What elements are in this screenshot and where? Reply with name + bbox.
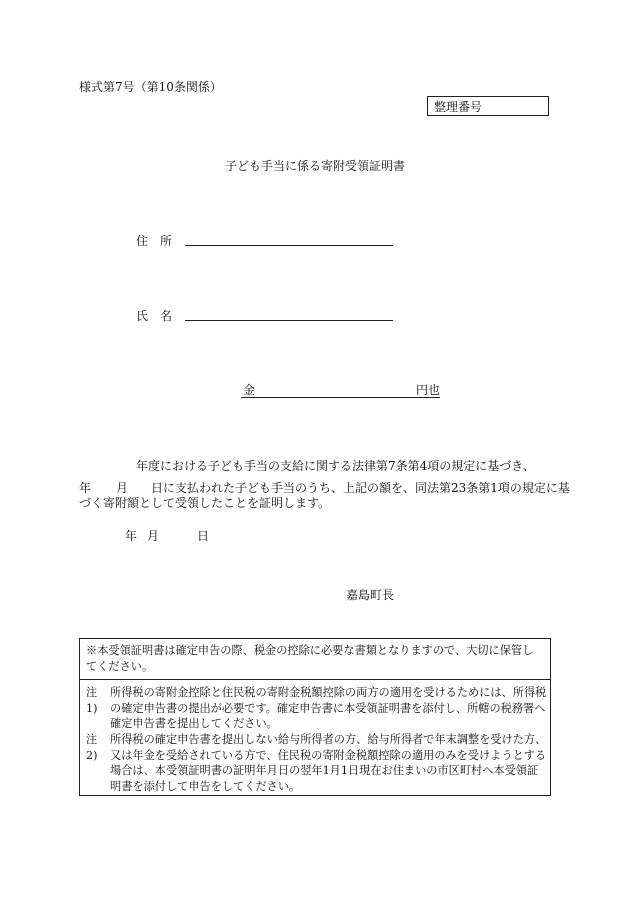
signer: 嘉島町長 [346,588,395,602]
date-year: 年 [125,529,138,543]
body-line-3: づく寄附額として受領したことを証明します。 [79,496,331,510]
body-line-1: 年度における子ども手当の支給に関する法律第7条第4項の規定に基づき、 [136,459,535,473]
body-month: 月 [116,481,129,495]
amount-suffix: 円也 [415,383,440,397]
form-number: 様式第7号（第10条関係） [79,80,222,94]
notes-divider [80,679,550,680]
body-line-2-text: 日に支払われた子ども手当のうち、上記の額を、同法第23条第1項の規定に基 [151,481,570,495]
name-field-line [185,320,393,321]
address-label-1: 住 [136,234,149,248]
body-year: 年 [79,481,92,495]
page-title: 子ども手当に係る寄附受領証明書 [224,159,405,173]
note-2-tag: 注2) [86,733,98,762]
address-label-2: 所 [160,234,173,248]
address-field-line [185,245,393,246]
storage-notice: ※本受領証明書は確定申告の際、税金の控除に必要な書類となりますので、大切に保管してください。 [86,644,534,673]
amount-field [241,381,440,398]
name-label-1: 氏 [136,309,149,323]
note-1-tag: 注1) [86,686,98,715]
reference-number-box: 整理番号 [427,96,549,116]
name-label-2: 名 [160,309,173,323]
note-2-text: 所得税の確定申告書を提出しない給与所得者の方、給与所得者で年末調整を受けた方、又は年金を受給されている方で、住民税の寄附金税額控除の適用のみを受けようとする場合は、本受領証明書の証明年月日の翌年1月1日現在お住まいの市区町村へ本受領証明書を添付して申告をしてください。 [110,733,547,793]
date-month: 月 [147,529,160,543]
date-day: 日 [197,529,210,543]
note-1-text: 所得税の寄附金控除と住民税の寄附金税額控除の両方の適用を受けるためには、所得税の確定申告書の提出が必要です。確定申告書に本受領証明書を添付し、所轄の税務署へ確定申告書を提出してください。 [110,686,547,730]
notes-box [79,638,551,796]
amount-prefix: 金 [243,383,256,397]
